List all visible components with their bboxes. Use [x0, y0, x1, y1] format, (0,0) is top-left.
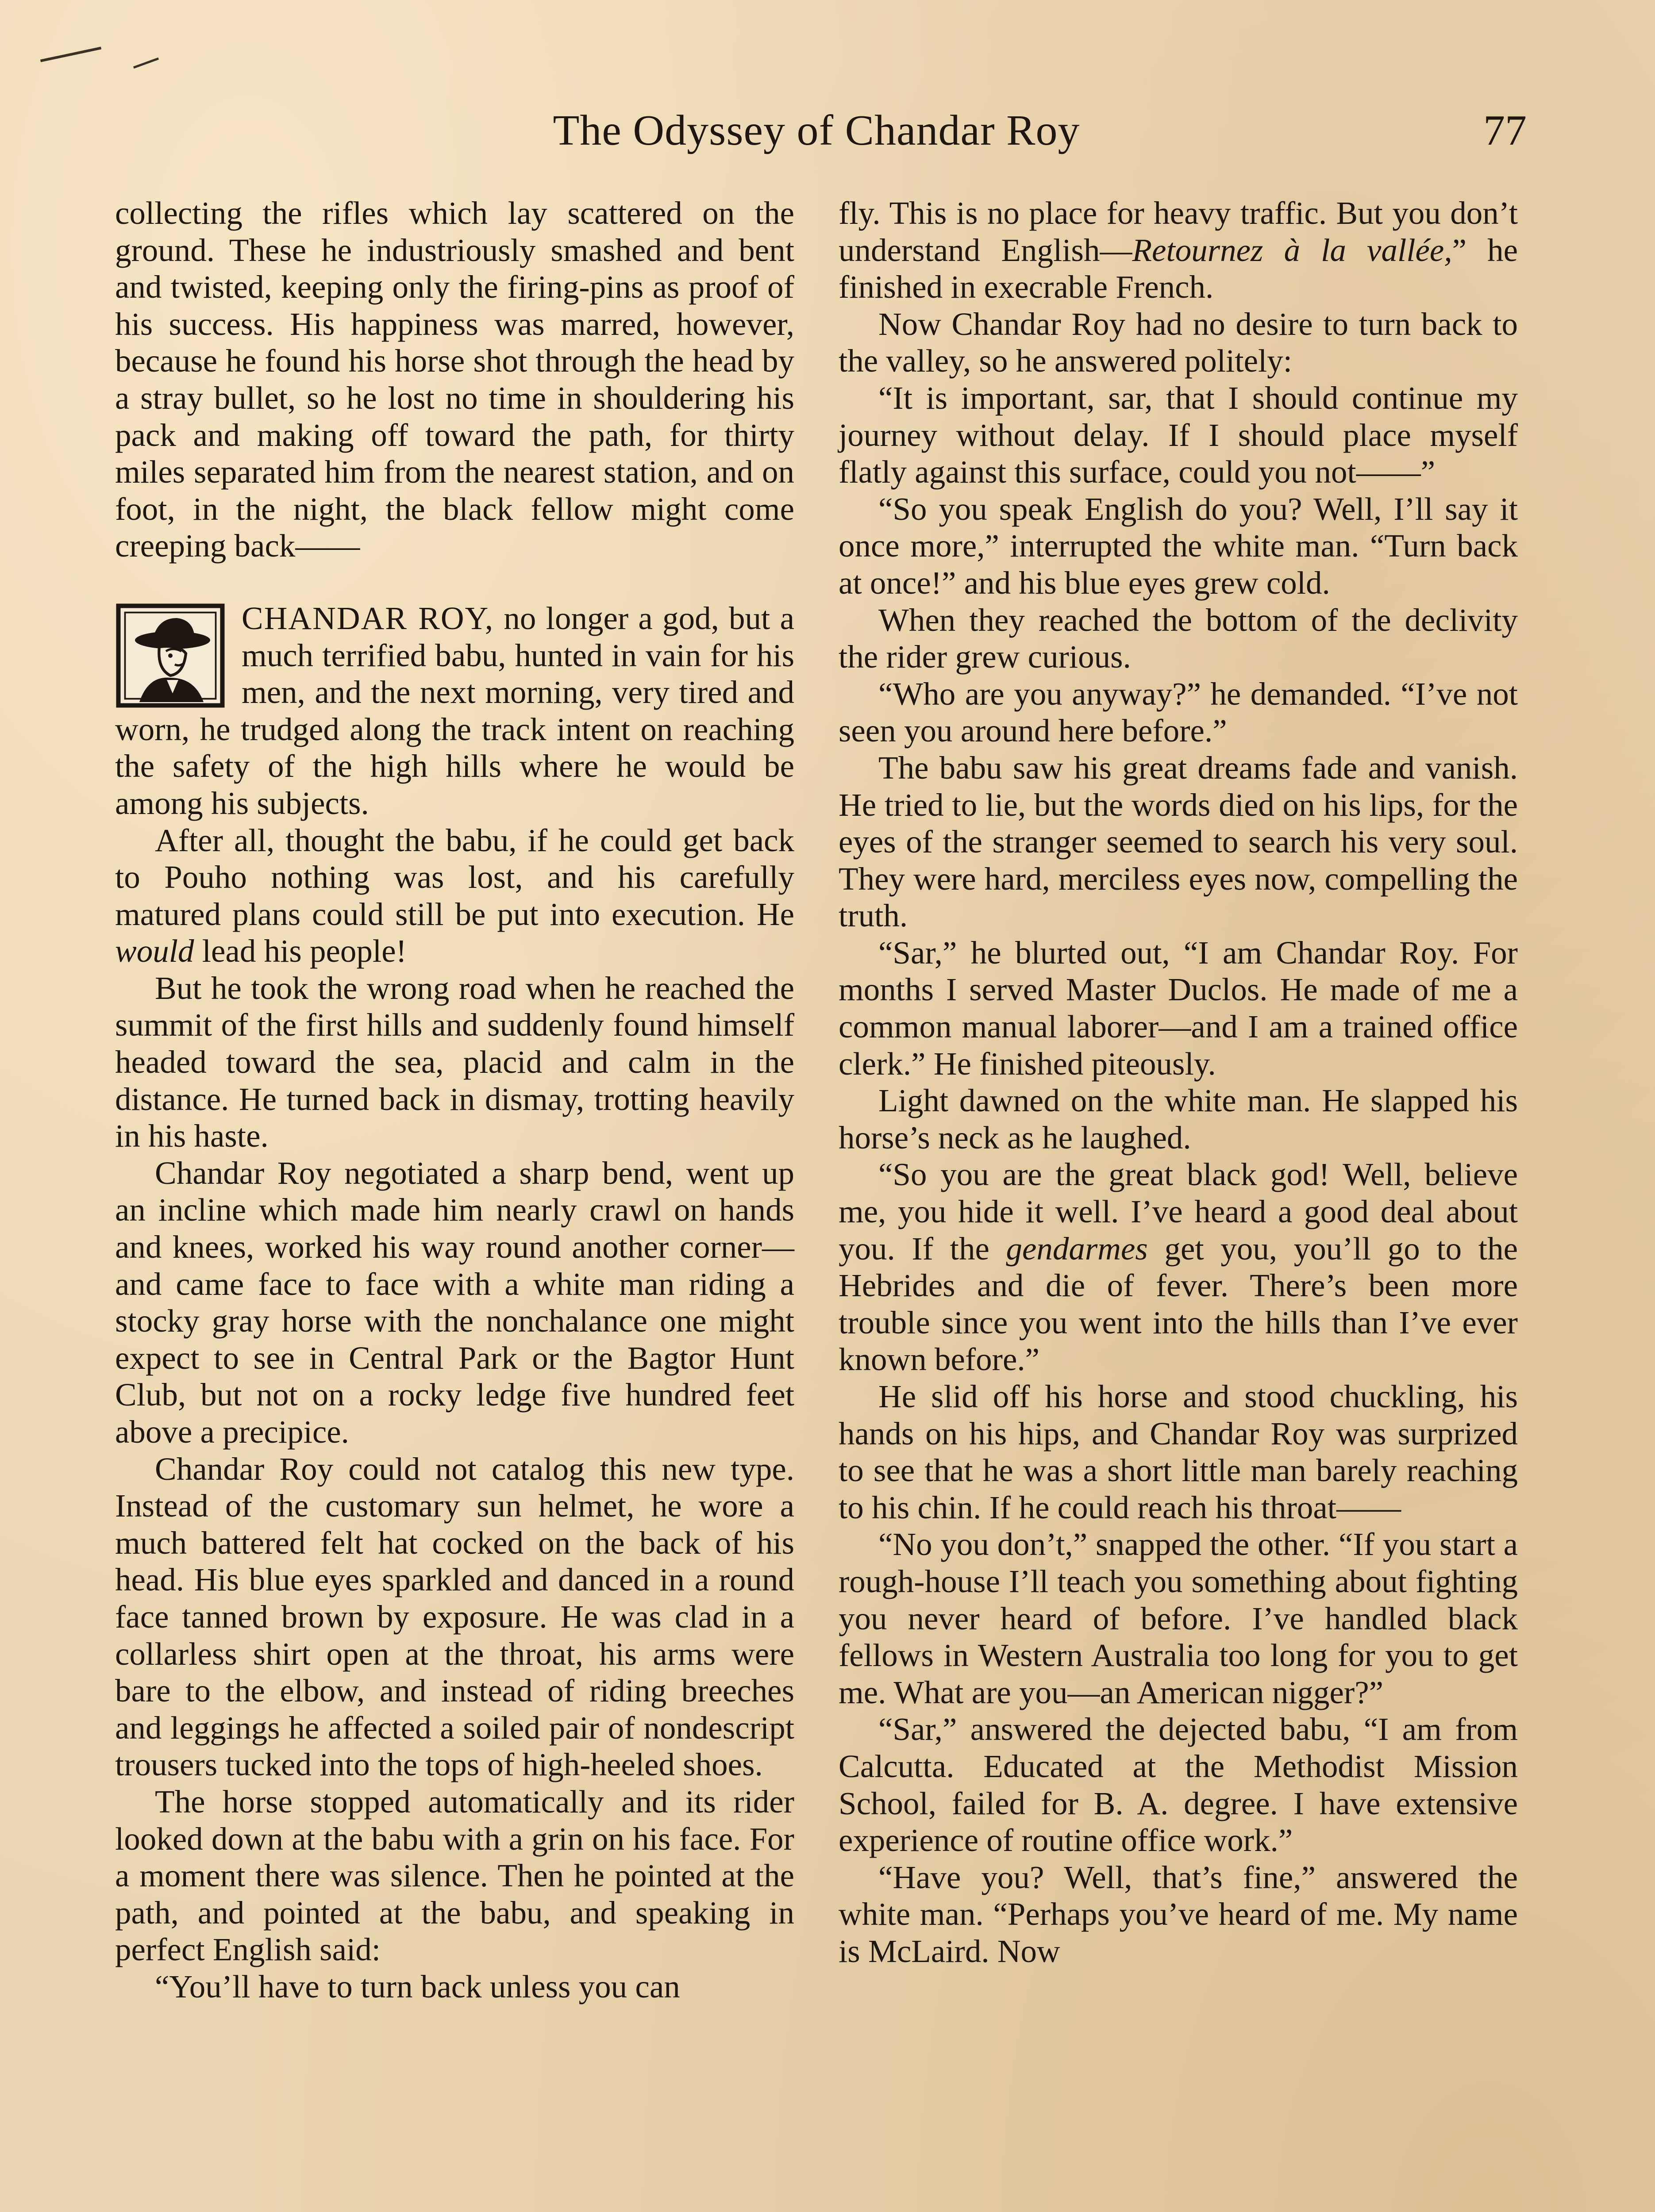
paragraph: “Who are you anyway?” he demanded. “I’ve not seen you around here before.”: [839, 676, 1518, 749]
paragraph: Chandar Roy negotiated a sharp bend, went up an incline which made him nearly crawl on hands and knees, worked his way round another corner—and came face to face with a white man riding a stocky gray horse with the nonchalance one might expect to see in Central Park or the Bagtor Hunt Club, but not on a rocky ledge five hundred feet above a precipice.: [115, 1155, 794, 1450]
paragraph: “You’ll have to turn back unless you can: [155, 1968, 680, 2005]
paragraph-text: get you, you’ll go to the Hebrides and die of fever. There’s been more trouble since you went into the hills than I’ve ever known before.”: [839, 1230, 1518, 1378]
paragraph: But he took the wrong road when he reached the summit of the first hills and suddenly found himself headed toward the sea, placid and calm in the distance. He turned back in dismay, trotting heavily in his haste.: [115, 970, 794, 1154]
paragraph: [839, 195, 1518, 306]
paper-scratch: [133, 58, 159, 69]
page-header: [106, 102, 1527, 159]
section-lead-caps: CHANDAR ROY,: [242, 600, 494, 636]
paragraph: Now Chandar Roy had no desire to turn back to the valley, so he answered politely:: [839, 306, 1518, 379]
paragraph: collecting the rifles which lay scattered on the ground. These he industriously smashed and bent and twisted, keeping only the firing-pins as proof of his success. His happiness was marred, however, because he found his horse shot through the head by a stray bullet, so he lost no time in shouldering his pack and making off toward the path, for thirty miles separated him from the nearest station, and on foot, in the night, the black fellow might come creeping back——: [115, 195, 794, 564]
man-in-hat-ornament-icon: [115, 603, 226, 709]
paragraph: “It is important, sar, that I should continue my journey without delay. If I should place myself flatly against this surface, could you not——”: [839, 380, 1518, 490]
emphasis: would: [115, 933, 194, 969]
section-break: [115, 600, 794, 822]
paragraph: He slid off his horse and stood chuckling, his hands on his hips, and Chandar Roy was surprized to see that he was a short little man barely reaching to his chin. If he could reach his throat——: [839, 1379, 1518, 1525]
paragraph-text: ” he finished in execrable French.: [839, 232, 1518, 305]
paragraph: [839, 1156, 1518, 1378]
paragraph-text: no longer a god, but a much terrified babu, hunted in vain for his men, and the next morning, very tired and worn, he trudged along the track intent on reaching the safety of the high hills where he would be among his subjects.: [115, 600, 794, 821]
emphasis: Retournez à la vallée,: [1132, 232, 1452, 268]
paper-scratch: [40, 47, 101, 62]
paragraph: “Sar,” answered the dejected babu, “I am from Calcutta. Educated at the Methodist Mission School, failed for B. A. degree. I have extensive experience of routine office work.”: [839, 1711, 1518, 1859]
left-column: [115, 195, 794, 2005]
page-number: 77: [1483, 107, 1527, 154]
right-column: [839, 195, 1518, 1970]
running-title: The Odyssey of Chandar Roy: [553, 107, 1080, 154]
paragraph: “Have you? Well, that’s fine,” answered the white man. “Perhaps you’ve heard of me. My name is McLaird. Now: [839, 1859, 1518, 1969]
paragraph: Light dawned on the white man. He slapped his horse’s neck as he laughed.: [839, 1083, 1518, 1156]
paragraph: When they reached the bottom of the declivity the rider grew curious.: [839, 602, 1518, 675]
paragraph-text: After all, thought the babu, if he could get back to Pouho nothing was lost, and his carefully matured plans could still be put into execution. He: [115, 822, 794, 932]
paragraph-text: “So you are the great black god! Well, believe me, you hide it well. I’ve heard a good deal about you. If the: [839, 1156, 1518, 1267]
paragraph: [115, 822, 794, 970]
paragraph-text: lead his people!: [194, 933, 407, 969]
paragraph: The horse stopped automatically and its rider looked down at the babu with a grin on his face. For a moment there was silence. Then he pointed at the path, and pointed at the babu, and speaking in perfect English said:: [115, 1783, 794, 1968]
paragraph: The babu saw his great dreams fade and vanish. He tried to lie, but the words died on his lips, for the eyes of the stranger seemed to search his very soul. They were hard, merciless eyes now, compelling the truth.: [839, 749, 1518, 934]
paragraph: Chandar Roy could not catalog this new type. Instead of the customary sun helmet, he wore a much battered felt hat cocked on the back of his head. His blue eyes sparkled and danced in a round face tanned brown by exposure. He was clad in a collarless shirt open at the throat, his arms were bare to the elbow, and instead of riding breeches and leggings he affected a soiled pair of nondescript trousers tucked into the tops of high-heeled shoes.: [115, 1451, 794, 1783]
paragraph: “Sar,” he blurted out, “I am Chandar Roy. For months I served Master Duclos. He made of me a common manual laborer—and I am a trained office clerk.” He finished piteously.: [839, 934, 1518, 1082]
emphasis: gendarmes: [1006, 1230, 1148, 1267]
paragraph: “No you don’t,” snapped the other. “If you start a rough-house I’ll teach you something about fighting you never heard of before. I’ve handled black fellows in Western Australia too long for you to get me. What are you—an American nigger?”: [839, 1526, 1518, 1710]
paragraph-text: fly. This is no place for heavy traffic. But you don’t understand English—: [839, 195, 1518, 268]
paragraph: “So you speak English do you? Well, I’ll say it once more,” interrupted the white man. “Turn back at once!” and his blue eyes grew cold.: [839, 491, 1518, 601]
